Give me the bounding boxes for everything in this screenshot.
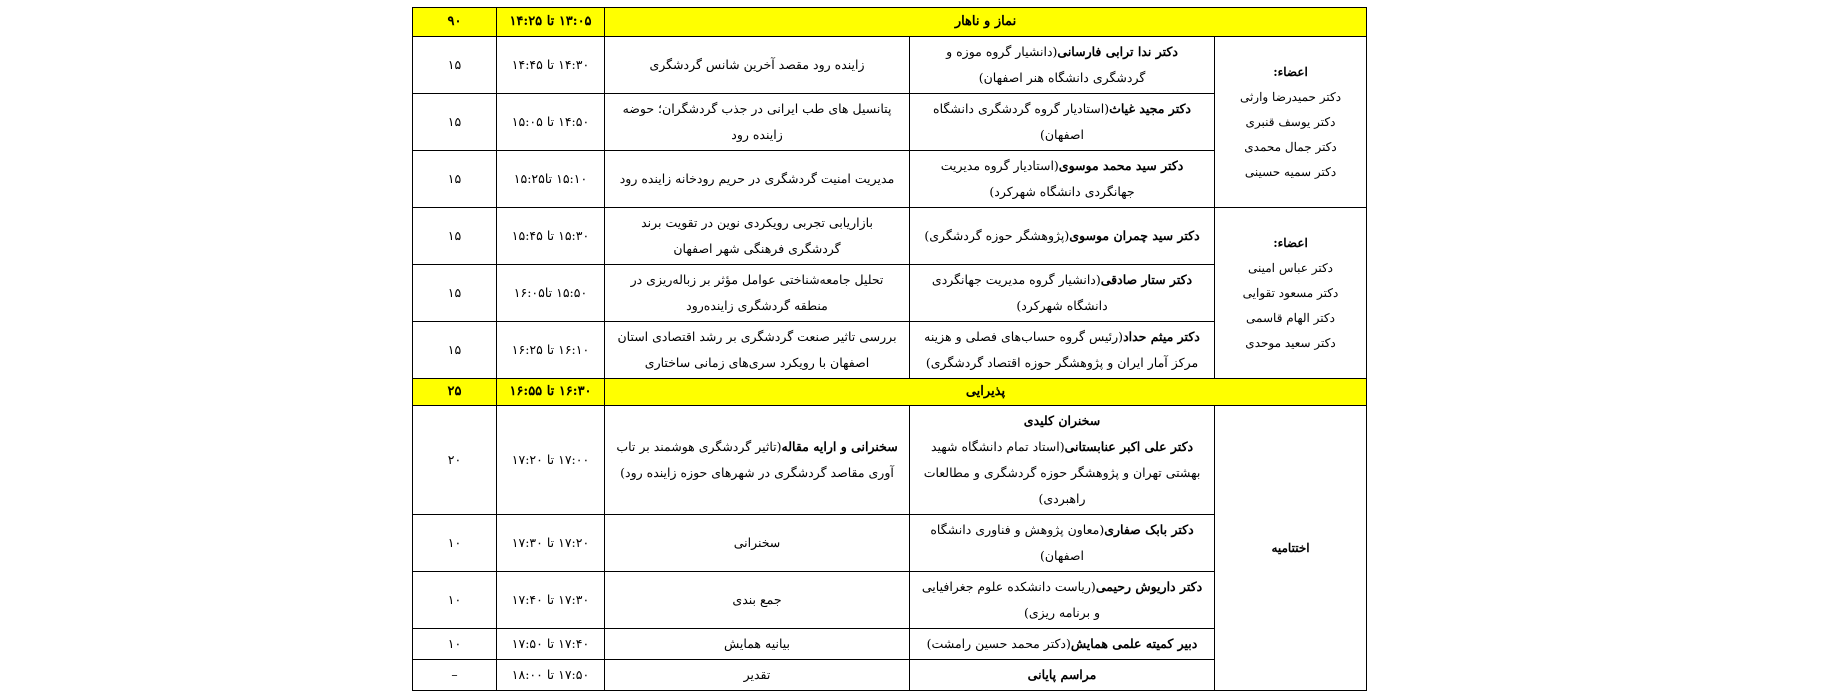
- time-cell: ۱۳:۰۵ تا ۱۴:۲۵: [497, 8, 605, 37]
- time-cell: ۱۵:۳۰ تا ۱۵:۴۵: [497, 208, 605, 265]
- duration-cell: ۱۵: [413, 265, 497, 322]
- break-label: پذیرایی: [605, 379, 1367, 406]
- duration-cell: –: [413, 660, 497, 691]
- speaker-name: دکتر داریوش رحیمی: [1095, 579, 1203, 594]
- panel-member: دکتر مسعود تقوایی: [1242, 285, 1339, 300]
- panel-members-2: [1215, 208, 1367, 379]
- duration-cell: ۱۵: [413, 94, 497, 151]
- speaker-affiliation: (ریاست دانشکده علوم جغرافیایی و برنامه ریزی): [921, 579, 1101, 620]
- talk-title: بررسی تاثیر صنعت گردشگری بر رشد اقتصادی استان اصفهان با رویکرد سری‌های زمانی ساختاری: [605, 322, 910, 379]
- speaker-cell: [910, 515, 1215, 572]
- talk-title: پتانسیل های طب ایرانی در جذب گردشگران؛ حوضه زاینده رود: [605, 94, 910, 151]
- speaker-affiliation: (رئیس گروه حساب‌های فصلی و هزینه مرکز آمار ایران و پژوهشگر حوزه اقتصاد گردشگری): [924, 329, 1199, 370]
- time-cell: ۱۴:۳۰ تا ۱۴:۴۵: [497, 37, 605, 94]
- speaker-affiliation: (دانشیار گروه مدیریت جهانگردی دانشگاه شهرکرد): [931, 272, 1108, 313]
- time-cell: ۱۶:۱۰ تا ۱۶:۲۵: [497, 322, 605, 379]
- speaker-affiliation: (استاد تمام دانشگاه شهید بهشتی تهران و پژوهشگر حوزه گردشگری و مطالعات راهبردی): [923, 439, 1201, 506]
- duration-cell: ۱۰: [413, 572, 497, 629]
- time-cell: ۱۴:۵۰ تا ۱۵:۰۵: [497, 94, 605, 151]
- panel-member: دکتر سمیه حسینی: [1244, 164, 1337, 179]
- speaker-name: دکتر سید محمد موسوی: [1058, 158, 1184, 173]
- closing-label: اختتامیه: [1215, 406, 1367, 691]
- duration-cell: ۹۰: [413, 8, 497, 37]
- speaker-cell: [910, 322, 1215, 379]
- speaker-name: دکتر ندا ترابی فارسانی: [1057, 44, 1178, 59]
- talk-title: سخنرانی: [605, 515, 910, 572]
- speaker-cell: [910, 572, 1215, 629]
- speaker-name: دکتر سید چمران موسوی: [1069, 228, 1200, 243]
- speaker-name: دبیر کمیته علمی همایش: [1070, 636, 1198, 651]
- panel-member: دکتر یوسف قنبری: [1245, 114, 1336, 129]
- talk-title: تحلیل جامعه‌شناختی عوامل مؤثر بر زباله‌ریزی در منطقه گردشگری زاینده‌رود: [605, 265, 910, 322]
- panel-members-1: [1215, 37, 1367, 208]
- talk-title: (تاثیر گردشگری هوشمند بر تاب آوری مقاصد گردشگری در شهرهای حوزه زاینده رود): [616, 439, 894, 480]
- duration-cell: ۲۵: [413, 379, 497, 406]
- panel-member: دکتر عباس امینی: [1248, 260, 1334, 275]
- speaker-affiliation: (استادیار گروه گردشگری دانشگاه اصفهان): [933, 101, 1110, 142]
- speaker-cell: [910, 94, 1215, 151]
- speaker-cell: [910, 660, 1215, 691]
- talk-title-cell: [605, 406, 910, 515]
- closing-row: [413, 406, 1367, 515]
- speaker-cell: [910, 208, 1215, 265]
- keynote-heading: سخنران کلیدی: [1023, 413, 1101, 428]
- session-row: [413, 37, 1367, 94]
- time-cell: ۱۷:۳۰ تا ۱۷:۴۰: [497, 572, 605, 629]
- time-cell: ۱۵:۵۰ تا۱۶:۰۵: [497, 265, 605, 322]
- speaker-cell: [910, 629, 1215, 660]
- panel-title: اعضاء:: [1273, 64, 1308, 79]
- session-row: [413, 208, 1367, 265]
- time-cell: ۱۷:۰۰ تا ۱۷:۲۰: [497, 406, 605, 515]
- time-cell: ۱۵:۱۰ تا۱۵:۲۵: [497, 151, 605, 208]
- duration-cell: ۱۵: [413, 37, 497, 94]
- break-row-lunch: [413, 8, 1367, 37]
- talk-title: جمع بندی: [605, 572, 910, 629]
- time-cell: ۱۷:۵۰ تا ۱۸:۰۰: [497, 660, 605, 691]
- speaker-cell: [910, 151, 1215, 208]
- panel-member: دکتر سعید موحدی: [1245, 335, 1336, 350]
- speaker-affiliation: (استادیار گروه مدیریت جهانگردی دانشگاه شهرکرد): [940, 158, 1135, 199]
- talk-title: تقدیر: [605, 660, 910, 691]
- duration-cell: ۱۰: [413, 629, 497, 660]
- break-row-reception: [413, 379, 1367, 406]
- duration-cell: ۱۰: [413, 515, 497, 572]
- schedule-table: [412, 7, 1367, 691]
- speaker-cell: [910, 37, 1215, 94]
- speaker-name: مراسم پایانی: [1027, 667, 1097, 682]
- time-cell: ۱۶:۳۰ تا ۱۶:۵۵: [497, 379, 605, 406]
- talk-title: زاینده رود مقصد آخرین شانس گردشگری: [605, 37, 910, 94]
- speaker-affiliation: (دکتر محمد حسین رامشت): [926, 636, 1071, 651]
- duration-cell: ۱۵: [413, 322, 497, 379]
- speaker-cell: [910, 406, 1215, 515]
- speaker-name: دکتر میثم حداد: [1123, 329, 1200, 344]
- speaker-affiliation: (معاون پژوهش و فناوری دانشگاه اصفهان): [930, 522, 1105, 563]
- panel-member: دکتر الهام قاسمی: [1246, 310, 1335, 325]
- talk-title: مدیریت امنیت گردشگری در حریم رودخانه زاینده رود: [605, 151, 910, 208]
- talk-title-bold: سخنرانی و ارایه مقاله: [781, 439, 898, 454]
- speaker-name: دکتر بابک صفاری: [1104, 522, 1194, 537]
- break-label: نماز و ناهار: [605, 8, 1367, 37]
- panel-member: دکتر جمال محمدی: [1244, 139, 1337, 154]
- speaker-name: دکتر مجید غیاث: [1109, 101, 1191, 116]
- speaker-name: دکتر علی اکبر عنابستانی: [1064, 439, 1194, 454]
- panel-member: دکتر حمیدرضا وارثی: [1239, 89, 1342, 104]
- talk-title: بیانیه همایش: [605, 629, 910, 660]
- duration-cell: ۲۰: [413, 406, 497, 515]
- speaker-cell: [910, 265, 1215, 322]
- duration-cell: ۱۵: [413, 151, 497, 208]
- time-cell: ۱۷:۴۰ تا ۱۷:۵۰: [497, 629, 605, 660]
- speaker-affiliation: (پژوهشگر حوزه گردشگری): [924, 228, 1070, 243]
- speaker-name: دکتر ستار صادقی: [1100, 272, 1193, 287]
- time-cell: ۱۷:۲۰ تا ۱۷:۳۰: [497, 515, 605, 572]
- duration-cell: ۱۵: [413, 208, 497, 265]
- talk-title: بازاریابی تجربی رویکردی نوین در تقویت برند گردشگری فرهنگی شهر اصفهان: [605, 208, 910, 265]
- speaker-affiliation: (دانشیار گروه موزه و گردشگری دانشگاه هنر اصفهان): [946, 44, 1146, 85]
- panel-title: اعضاء:: [1273, 235, 1308, 250]
